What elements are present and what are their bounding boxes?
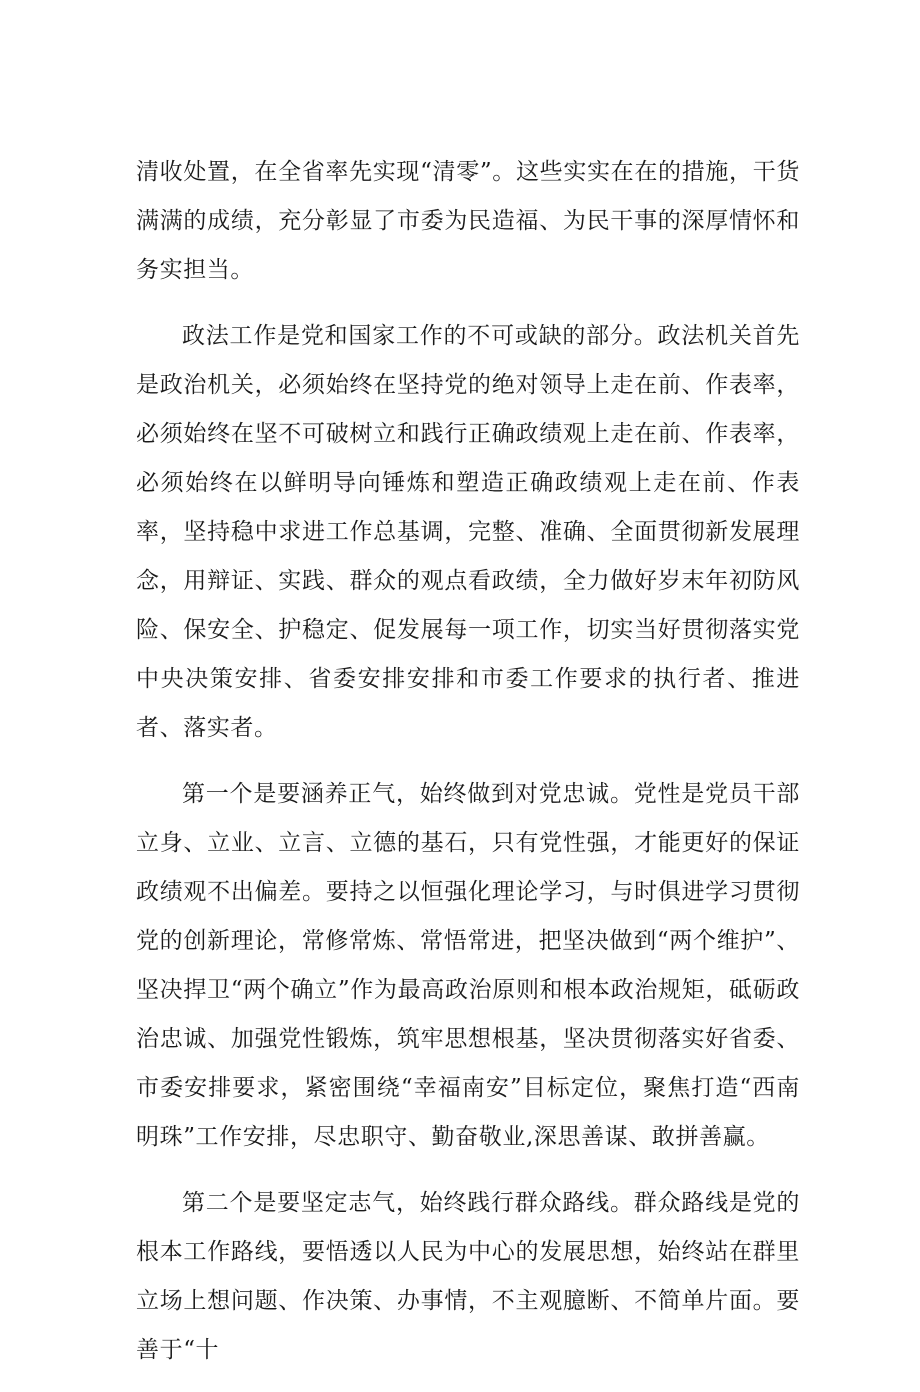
- document-body: [136, 148, 800, 1392]
- paragraph-1: 清收处置，在全省率先实现“清零”。这些实实在在的措施，干货满满的成绩，充分彰显了市委为民造福、为民干事的深厚情怀和务实担当。: [136, 159, 800, 283]
- paragraph-3: 第一个是要涵养正气，始终做到对党忠诚。党性是党员干部立身、立业、立言、立德的基石，只有党性强，才能更好的保证政绩观不出偏差。要持之以恒强化理论学习，与时俱进学习贯彻党的创新理论，常修常炼、常悟常进，把坚决做到“两个维护”、坚决捍卫“两个确立”作为最高政治原则和根本政治规矩，砥砺政治忠诚、加强党性锻炼，筑牢思想根基，坚决贯彻落实好省委、市委安排要求，紧密围绕“幸福南安”目标定位，聚焦打造“西南明珠”工作安排，尽忠职守、勤奋敬业,深思善谋、敢拼善赢。: [136, 781, 800, 1150]
- paragraph-2: 政法工作是党和国家工作的不可或缺的部分。政法机关首先是政治机关，必须始终在坚持党的绝对领导上走在前、作表率，必须始终在坚不可破树立和践行正确政绩观上走在前、作表率，必须始终在以鲜明导向锤炼和塑造正确政绩观上走在前、作表率，坚持稳中求进工作总基调，完整、准确、全面贯彻新发展理念，用辩证、实践、群众的观点看政绩，全力做好岁末年初防风险、保安全、护稳定、促发展每一项工作，切实当好贯彻落实党中央决策安排、省委安排安排和市委工作要求的执行者、推进者、落实者。: [136, 323, 800, 741]
- paragraph-4: 第二个是要坚定志气，始终践行群众路线。群众路线是党的根本工作路线，要悟透以人民为中心的发展思想，始终站在群里立场上想问题、作决策、办事情，不主观臆断、不简单片面。要善于“十: [136, 1190, 800, 1363]
